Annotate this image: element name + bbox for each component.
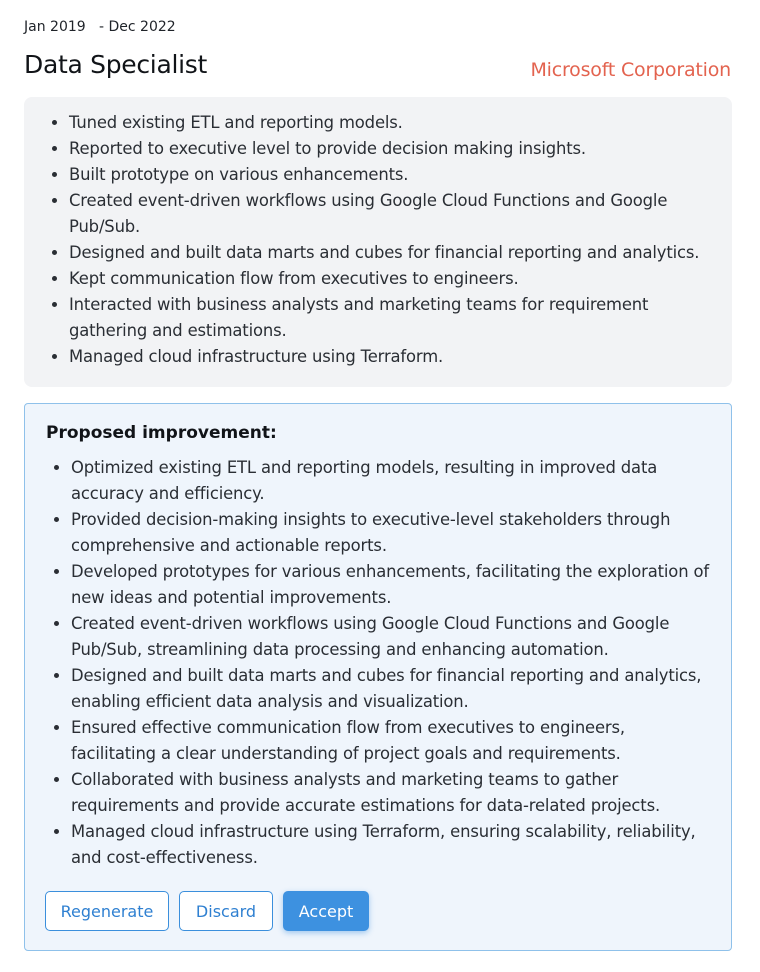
company-name: Microsoft Corporation [530, 59, 731, 81]
proposal-bullet: • Developed prototypes for various enhancements, facilitating the exploration of new ideas and potential improvements. [71, 559, 713, 611]
proposal-heading: Proposed improvement: [46, 423, 277, 443]
current-bullet: • Kept communication flow from executives to engineers. [69, 266, 706, 292]
proposed-improvement-panel [24, 403, 732, 951]
regenerate-button[interactable]: Regenerate [45, 891, 169, 931]
current-bullet: • Tuned existing ETL and reporting models. [69, 110, 706, 136]
current-bullet-list [24, 110, 706, 370]
proposal-bullet: • Collaborated with business analysts and marketing teams to gather requirements and provide accurate estimations for data-related projects. [71, 767, 713, 819]
date-range: Jan 2019 - Dec 2022 [24, 19, 176, 35]
current-bullet: • Interacted with business analysts and marketing teams for requirement gathering and estimations. [69, 292, 706, 344]
proposal-bullet: • Optimized existing ETL and reporting models, resulting in improved data accuracy and efficiency. [71, 455, 713, 507]
proposal-bullet: • Created event-driven workflows using Google Cloud Functions and Google Pub/Sub, streamlining data processing and enhancing automation. [71, 611, 713, 663]
proposal-bullet: • Designed and built data marts and cubes for financial reporting and analytics, enabling efficient data analysis and visualization. [71, 663, 713, 715]
proposal-bullet-list [25, 455, 713, 871]
proposal-bullet: • Provided decision-making insights to executive-level stakeholders through comprehensive and actionable reports. [71, 507, 713, 559]
current-bullet: • Managed cloud infrastructure using Terraform. [69, 344, 706, 370]
current-bullet: • Built prototype on various enhancements. [69, 162, 706, 188]
job-title: Data Specialist [24, 50, 207, 79]
current-bullet: • Created event-driven workflows using Google Cloud Functions and Google Pub/Sub. [69, 188, 706, 240]
current-description-box [24, 97, 732, 387]
current-bullet: • Reported to executive level to provide decision making insights. [69, 136, 706, 162]
accept-button[interactable]: Accept [283, 891, 369, 931]
discard-button[interactable]: Discard [179, 891, 273, 931]
proposal-bullet: • Ensured effective communication flow from executives to engineers, facilitating a clear understanding of project goals and requirements. [71, 715, 713, 767]
current-bullet: • Designed and built data marts and cubes for financial reporting and analytics. [69, 240, 706, 266]
proposal-bullet: • Managed cloud infrastructure using Terraform, ensuring scalability, reliability, and cost-effectiveness. [71, 819, 713, 871]
